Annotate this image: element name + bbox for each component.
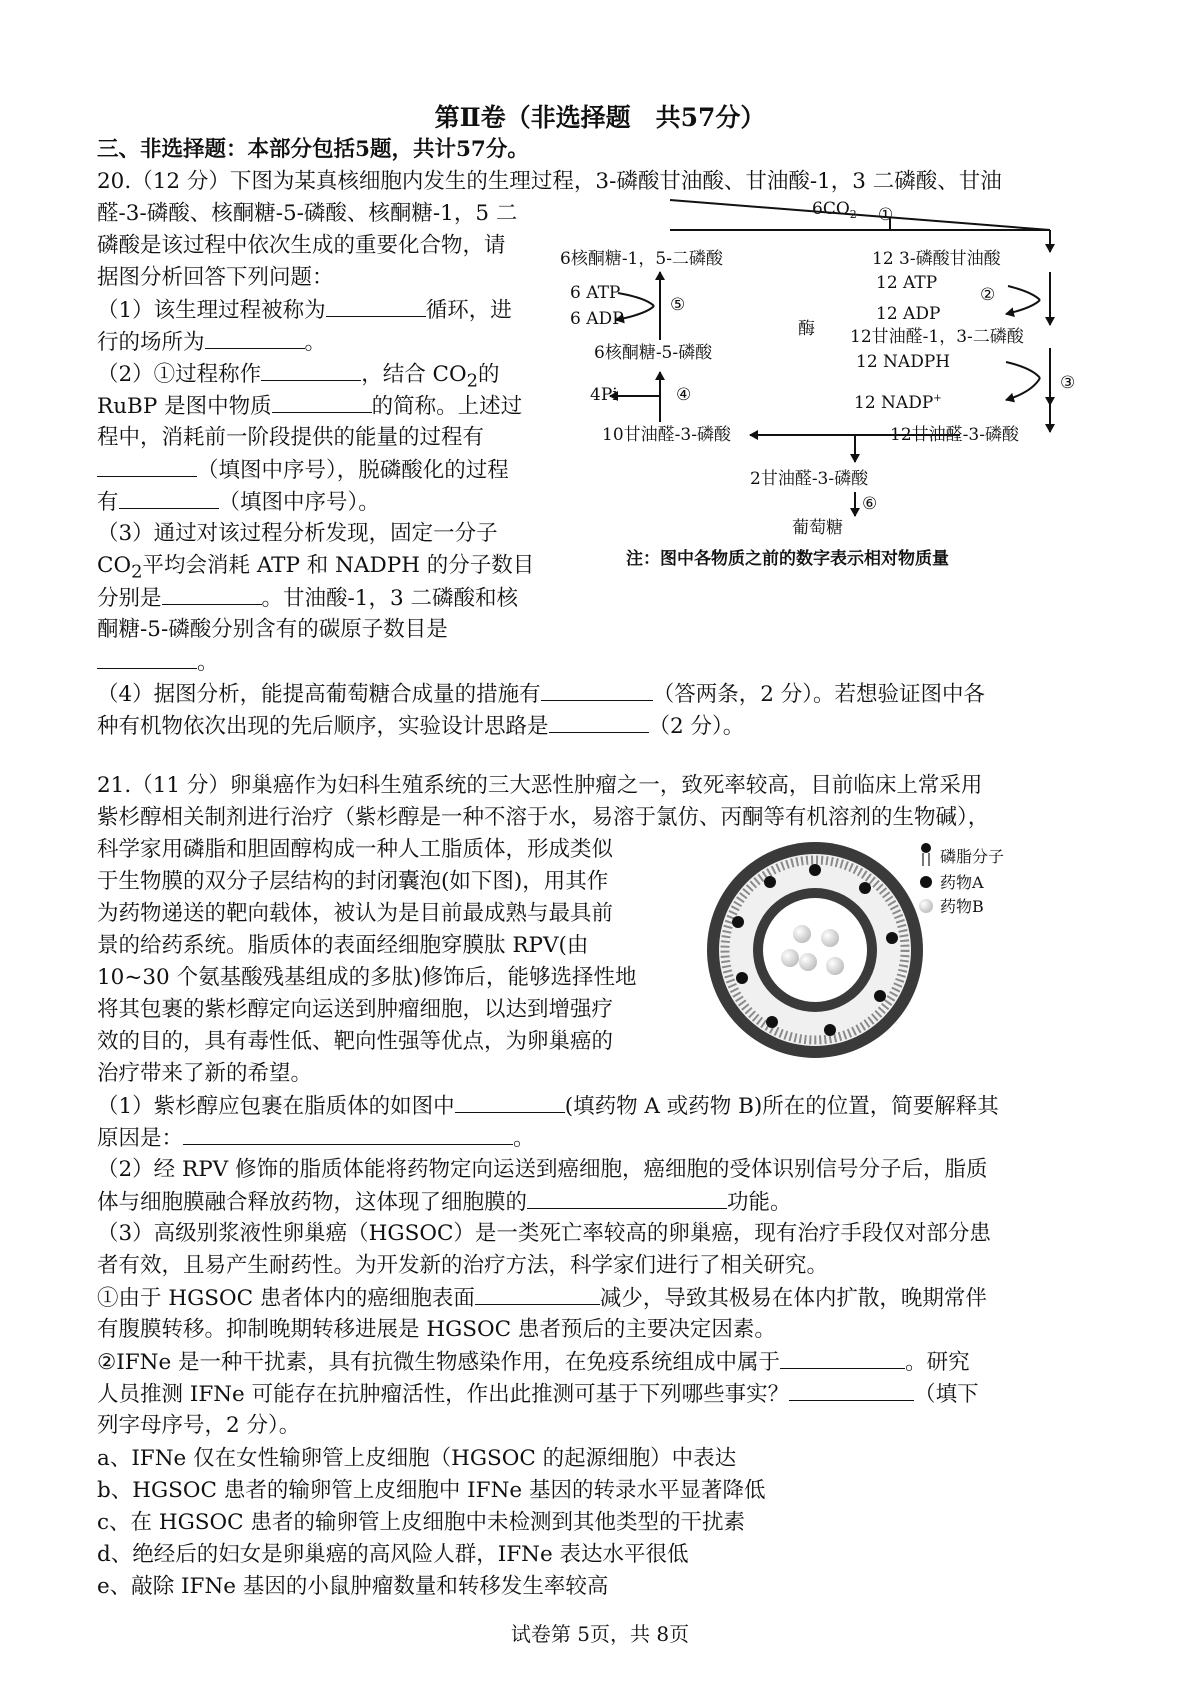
page-footer: 试卷第 5页，共 8页 [510, 1622, 690, 1646]
q21-part2-line-1: （2）经 RPV 修饰的脂质体能将药物定向运送到癌细胞，癌细胞的受体识别信号分子后，脂质 [97, 1157, 988, 1182]
q21-part3-line-7: 列字母序号，2 分）。 [97, 1413, 301, 1438]
answer-blank[interactable] [326, 294, 426, 317]
answer-blank[interactable] [261, 358, 361, 381]
top-connector [670, 200, 1050, 230]
q21-line-9: 效的目的，具有毒性低、靶向性强等优点，为卵巢癌的 [97, 1029, 614, 1054]
atp6-label: 6 ATP [570, 283, 621, 303]
text: (填药物 A 或药物 B)所在的位置，简要解释其 [564, 1094, 999, 1119]
q21-part3-line-2: 者有效，且易产生耐药性。为开发新的治疗方法，科学家们进行了相关研究。 [97, 1253, 829, 1278]
q21-line-3: 科学家用磷脂和胆固醇构成一种人工脂质体，形成类似 [97, 837, 614, 862]
legend-drug-a-icon [920, 876, 932, 888]
text: 功能。 [727, 1190, 792, 1215]
nadp-label: 12 NADP+ [854, 393, 942, 413]
pi-label: 4Pi [590, 385, 618, 405]
bpg-label: 12甘油醛-1，3-二磷酸 [850, 327, 1024, 347]
adp6-label: 6 ADP [570, 309, 624, 329]
q20-part2-line-5 [97, 486, 380, 519]
legend-phospholipid-label: 磷脂分子 [940, 847, 1005, 866]
q21-part3-line-6 [97, 1378, 979, 1411]
g3p2-label: 2甘油醛-3-磷酸 [750, 469, 869, 489]
rubp-label: 6核酮糖-1，5-二磷酸 [560, 249, 723, 269]
answer-blank[interactable] [205, 326, 305, 349]
answer-blank[interactable] [541, 678, 653, 701]
diagram-note: 注：图中各物质之前的数字表示相对物质量 [626, 549, 949, 569]
text: （填图中序号）。 [218, 490, 380, 515]
q20-part4-line-1 [97, 678, 985, 711]
answer-blank[interactable] [527, 1186, 727, 1209]
page-title: 第Ⅱ卷（非选择题 共57分） [434, 103, 766, 132]
text: 行的场所为 [97, 330, 205, 355]
answer-blank[interactable] [780, 1346, 905, 1369]
q20-part3-line-4: 酮糖-5-磷酸分别含有的碳原子数目是 [97, 617, 448, 642]
q21-part3-line-1: （3）高级别浆液性卵巢癌（HGSOC）是一类死亡率较高的卵巢癌，现有治疗手段仅对部分患 [97, 1221, 991, 1246]
q21-line-1: 21.（11 分）卵巢癌作为妇科生殖系统的三大恶性肿瘤之一，致死率较高，目前临床上常采用 [97, 773, 983, 798]
option-c: c、在 HGSOC 患者的输卵管上皮细胞中未检测到其他类型的干扰素 [97, 1510, 745, 1535]
step-4-marker: ④ [676, 385, 692, 405]
answer-blank[interactable] [549, 710, 649, 733]
q20-part1-line-1 [97, 294, 512, 327]
text: （2 分）。 [648, 714, 745, 739]
q20-part3-line-3 [97, 582, 518, 615]
answer-blank[interactable] [97, 646, 197, 669]
text: （填下 [914, 1382, 979, 1407]
q21-line-7: 10~30 个氨基酸残基组成的多肽)修饰后，能够选择性地 [97, 965, 637, 990]
subscript: 2 [466, 370, 479, 392]
legend-drug-b-icon [919, 899, 933, 913]
q20-part1-line-2 [97, 326, 326, 359]
step-1-marker: ① [878, 205, 894, 225]
text: 的 [478, 362, 500, 387]
text: 。研究 [905, 1350, 970, 1375]
answer-blank[interactable] [475, 1282, 600, 1305]
q21-line-8: 将其包裹的紫杉醇定向运送到肿瘤细胞，以达到增强疗 [97, 997, 614, 1022]
nadph-label: 12 NADPH [856, 352, 951, 372]
text: ，结合 CO [361, 362, 467, 387]
text: （2）①过程称作 [97, 362, 262, 387]
text: 人员推测 IFNe 可能存在抗肿瘤活性，作出此推测可基于下列哪些事实？ [97, 1382, 790, 1407]
text: 。 [513, 1126, 535, 1151]
liposome-figure [690, 838, 1120, 1068]
text: （1）该生理过程被称为 [97, 298, 326, 323]
q21-line-6: 景的给药系统。脂质体的表面经细胞穿膜肽 RPV(由 [97, 933, 589, 958]
text: （填图中序号），脱磷酸化的过程 [197, 458, 509, 483]
step-3-marker: ③ [1060, 373, 1076, 393]
aqueous-core [763, 898, 867, 1002]
text: 的简称。上述过 [371, 394, 523, 419]
q20-part2-line-2 [97, 390, 522, 423]
q21-line-4: 于生物膜的双分子层结构的封闭囊泡(如下图)，用其作 [97, 869, 609, 894]
step-2-marker: ② [980, 285, 996, 305]
subscript: 2 [131, 561, 143, 583]
q20-intro-line-1: 20.（12 分）下图为某真核细胞内发生的生理过程，3-磷酸甘油酸、甘油酸-1，3 二磷酸、甘油 [97, 169, 1002, 194]
q20-part3-line-1: （3）通过对该过程分析发现，固定一分子 [97, 521, 498, 546]
q21-part3-line-4: 有腹膜转移。抑制晚期转移进展是 HGSOC 患者预后的主要决定因素。 [97, 1317, 776, 1342]
q21-line-10: 治疗带来了新的希望。 [97, 1061, 313, 1086]
text: CO [97, 553, 132, 578]
option-a: a、IFNe 仅在女性输卵管上皮细胞（HGSOC 的起源细胞）中表达 [97, 1446, 737, 1471]
q20-part4-line-2 [97, 710, 744, 743]
q20-intro-line-4: 据图分析回答下列问题： [97, 265, 334, 290]
ru5p-label: 6核酮糖-5-磷酸 [594, 343, 713, 363]
co2-label: $6CO_2$ [812, 199, 857, 221]
text: 体与细胞膜融合释放药物，这体现了细胞膜的 [97, 1190, 528, 1215]
text: 原因是： [97, 1126, 184, 1151]
legend-drug-b-label: 药物B [940, 897, 984, 916]
q20-intro-line-2: 醛-3-磷酸、核酮糖-5-磷酸、核酮糖-1，5 二 [97, 201, 518, 226]
answer-blank[interactable] [97, 454, 197, 477]
text: 。 [304, 330, 327, 355]
legend-drug-a-label: 药物A [940, 873, 984, 892]
atp12-label: 12 ATP [876, 273, 938, 293]
q21-part3-line-5 [97, 1346, 970, 1379]
step-6-marker: ⑥ [862, 494, 878, 514]
pga-label: 12 3-磷酸甘油酸 [872, 249, 1001, 269]
q21-part1-line-2 [97, 1122, 535, 1155]
text: 分别是 [97, 586, 162, 611]
glucose-label: 葡萄糖 [792, 518, 843, 538]
text: ②IFNe 是一种干扰素，具有抗微生物感染作用，在免疫系统组成中属于 [97, 1350, 781, 1375]
text: 。 [197, 650, 219, 675]
g3p12-label: 12甘油醛-3-磷酸 [890, 425, 1019, 445]
answer-blank[interactable] [183, 1122, 513, 1145]
g3p10-label: 10甘油醛-3-磷酸 [602, 425, 731, 445]
answer-blank[interactable] [162, 582, 262, 605]
option-b: b、HGSOC 患者的输卵管上皮细胞中 IFNe 基因的转录水平显著降低 [97, 1478, 766, 1503]
q20-part2-line-3: 程中，消耗前一阶段提供的能量的过程有 [97, 425, 485, 450]
option-e: e、敲除 IFNe 基因的小鼠肿瘤数量和转移发生率较高 [97, 1574, 609, 1599]
adp12-label: 12 ADP [876, 304, 941, 324]
legend-phospholipid-head [921, 843, 931, 853]
text: 。甘油酸-1，3 二磷酸和核 [261, 586, 518, 611]
q20-part3-line-5 [97, 646, 219, 679]
answer-blank[interactable] [272, 390, 372, 413]
text: 平均会消耗 ATP 和 NADPH 的分子数目 [142, 553, 535, 578]
step-5-marker: ⑤ [670, 295, 686, 315]
q20-part2-line-4 [97, 454, 509, 487]
text: （1）紫杉醇应包裹在脂质体的如图中 [97, 1094, 455, 1119]
option-d: d、绝经后的妇女是卵巢癌的高风险人群，IFNe 表达水平很低 [97, 1542, 689, 1567]
q21-line-5: 为药物递送的靶向载体，被认为是目前最成熟与最具前 [97, 901, 614, 926]
q21-part1-line-1 [97, 1090, 999, 1123]
text: （答两条，2 分）。若想验证图中各 [652, 682, 985, 707]
answer-blank[interactable] [119, 486, 219, 509]
q20-intro-line-3: 磷酸是该过程中依次生成的重要化合物，请 [97, 233, 506, 258]
section-heading: 三、非选择题：本部分包括5题，共计57分。 [97, 137, 529, 162]
text: 循环，进 [425, 298, 512, 323]
text: （4）据图分析，能提高葡萄糖合成量的措施有 [97, 682, 541, 707]
text: 减少，导致其极易在体内扩散，晚期常伴 [599, 1286, 987, 1311]
text: ①由于 HGSOC 患者体内的癌细胞表面 [97, 1286, 475, 1311]
answer-blank[interactable] [789, 1378, 914, 1401]
calvin-cycle-diagram [560, 199, 1120, 620]
legend [919, 843, 1004, 916]
enzyme-label: 酶 [798, 319, 815, 339]
text: 种有机物依次出现的先后顺序，实验设计思路是 [97, 714, 549, 739]
q21-part2-line-2 [97, 1186, 792, 1219]
text: 有 [97, 490, 119, 515]
text: RuBP 是图中物质 [97, 394, 272, 419]
q21-part3-line-3 [97, 1282, 987, 1315]
answer-blank[interactable] [455, 1090, 565, 1113]
q21-line-2: 紫杉醇相关制剂进行治疗（紫杉醇是一种不溶于水，易溶于氯仿、丙酮等有机溶剂的生物碱）， [97, 805, 990, 830]
